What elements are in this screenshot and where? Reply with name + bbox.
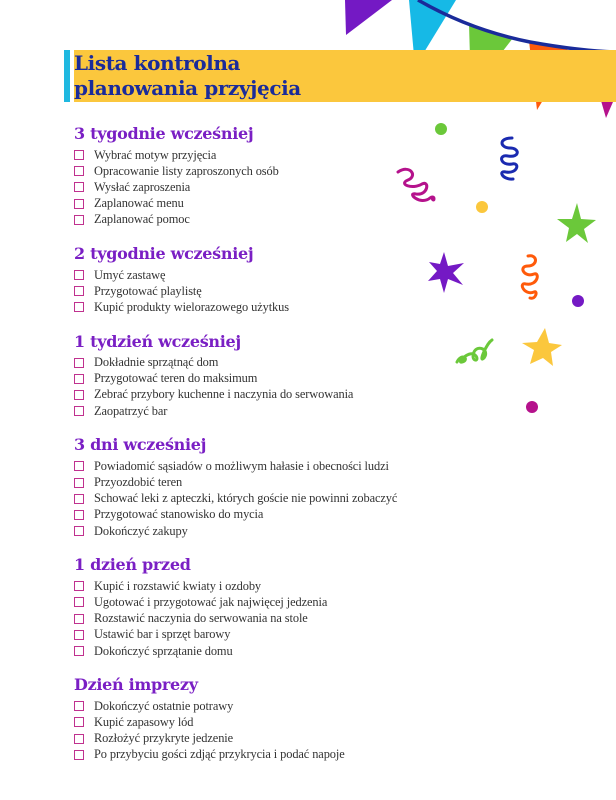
confetti-dot-magenta-icon (526, 401, 538, 413)
checkbox[interactable] (74, 701, 84, 711)
checklist-item-label: Zaplanować menu (94, 196, 184, 211)
checkbox[interactable] (74, 390, 84, 400)
checklist-item-label: Przygotować playlistę (94, 283, 202, 298)
checklist-item-label: Ustawić bar i sprzęt barowy (94, 627, 231, 642)
checkbox[interactable] (74, 199, 84, 209)
confetti-star-yellow-icon (522, 328, 562, 366)
checkbox[interactable] (74, 734, 84, 744)
checklist-item[interactable] (74, 299, 494, 315)
checklist-item-label: Ugotować i przygotować jak najwięcej jedzenia (94, 594, 328, 609)
checklist-section (74, 553, 494, 659)
checklist-item-label: Zaopatrzyć bar (94, 403, 168, 418)
checklist-item[interactable] (74, 643, 494, 659)
checklist-item-label: Dokładnie sprzątnąć dom (94, 355, 219, 370)
checklist-item-label: Wybrać motyw przyjęcia (94, 147, 217, 162)
checklist-item[interactable] (74, 179, 494, 195)
checklist-item-label: Rozstawić naczynia do serwowania na stole (94, 611, 308, 626)
checklist-item[interactable] (74, 371, 494, 387)
checklist-item[interactable] (74, 212, 494, 228)
checkbox[interactable] (74, 166, 84, 176)
flag-purple-icon (345, 0, 392, 35)
checklist-item[interactable] (74, 627, 494, 643)
checkbox[interactable] (74, 406, 84, 416)
checklist-item-label: Przygotować teren do maksimum (94, 371, 258, 386)
checklist-item[interactable] (74, 507, 494, 523)
checklist-item[interactable] (74, 731, 494, 747)
checkbox[interactable] (74, 646, 84, 656)
checklist-item-label: Opracowanie listy zaproszonych osób (94, 163, 279, 178)
title-accent-bar (64, 50, 70, 102)
checkbox[interactable] (74, 270, 84, 280)
page-title (74, 51, 301, 101)
checklist-item[interactable] (74, 578, 494, 594)
checkbox[interactable] (74, 750, 84, 760)
checklist-item[interactable] (74, 458, 494, 474)
checklist-item-label: Przyozdobić teren (94, 475, 183, 490)
checklist-item-label: Dokończyć ostatnie potrawy (94, 698, 234, 713)
checklist-item[interactable] (74, 474, 494, 490)
checkbox[interactable] (74, 374, 84, 384)
section-heading: 3 tygodnie wcześniej (74, 124, 254, 143)
checklist-item[interactable] (74, 163, 494, 179)
checklist-item-label: Zebrać przybory kuchenne i naczynia do serwowania (94, 387, 354, 402)
checklist-item[interactable] (74, 267, 494, 283)
checklist-item-label: Kupić zapasowy lód (94, 714, 194, 729)
checklist-item[interactable] (74, 283, 494, 299)
checklist-item-label: Schować leki z apteczki, których goście nie powinni zobaczyć (94, 491, 398, 506)
confetti-star-green-icon (557, 203, 596, 243)
checklist-section (74, 433, 494, 539)
section-heading: Dzień imprezy (74, 675, 198, 695)
checklist-item-label: Rozłożyć przykryte jedzenie (94, 731, 234, 746)
checklist-item[interactable] (74, 611, 494, 627)
checklist-item[interactable] (74, 523, 494, 539)
section-heading: 2 tygodnie wcześniej (74, 243, 254, 263)
checklist-section (74, 242, 494, 316)
checklist-item[interactable] (74, 147, 494, 163)
checklist-item-label: Dokończyć sprzątanie domu (94, 643, 233, 658)
title-line-2: planowania przyjęcia (74, 76, 301, 100)
checklist-item[interactable] (74, 491, 494, 507)
confetti-spiral-blue-icon (502, 138, 518, 179)
checkbox[interactable] (74, 182, 84, 192)
checkbox[interactable] (74, 215, 84, 225)
checkbox[interactable] (74, 526, 84, 536)
checklist-section (74, 122, 494, 228)
section-heading: 1 tydzień wcześniej (74, 331, 241, 351)
checklist-item[interactable] (74, 594, 494, 610)
checklist-item[interactable] (74, 747, 494, 763)
checkbox[interactable] (74, 150, 84, 160)
checkbox[interactable] (74, 478, 84, 488)
checklist (74, 122, 494, 777)
bunting-string-icon (418, 0, 616, 52)
checkbox[interactable] (74, 461, 84, 471)
section-heading: 1 dzień przed (74, 555, 191, 575)
confetti-spiral-orange-icon (522, 256, 537, 298)
checkbox[interactable] (74, 614, 84, 624)
checklist-item-label: Wysłać zaproszenia (94, 179, 191, 194)
title-line-1: Lista kontrolna (74, 51, 241, 75)
section-heading: 3 dni wcześniej (74, 435, 207, 455)
checklist-item-label: Kupić produkty wielorazowego użytkus (94, 299, 289, 314)
checklist-item-label: Dokończyć zakupy (94, 523, 188, 538)
checklist-item[interactable] (74, 387, 494, 403)
checkbox[interactable] (74, 510, 84, 520)
checkbox[interactable] (74, 494, 84, 504)
checkbox[interactable] (74, 597, 84, 607)
checklist-item-label: Powiadomić sąsiadów o możliwym hałasie i obecności ludzi (94, 458, 389, 473)
checklist-item[interactable] (74, 355, 494, 371)
checkbox[interactable] (74, 302, 84, 312)
confetti-dot-purple-icon (572, 295, 584, 307)
checkbox[interactable] (74, 581, 84, 591)
checkbox[interactable] (74, 286, 84, 296)
checklist-item[interactable] (74, 714, 494, 730)
checkbox[interactable] (74, 717, 84, 727)
checklist-section (74, 330, 494, 420)
checklist-item-label: Zaplanować pomoc (94, 212, 190, 227)
checkbox[interactable] (74, 630, 84, 640)
checklist-item-label: Po przybyciu gości zdjąć przykrycia i podać napoje (94, 747, 345, 762)
checklist-item[interactable] (74, 698, 494, 714)
checkbox[interactable] (74, 358, 84, 368)
checklist-section (74, 673, 494, 763)
checklist-item[interactable] (74, 196, 494, 212)
checklist-item[interactable] (74, 403, 494, 419)
checklist-item-label: Przygotować stanowisko do mycia (94, 507, 264, 522)
checklist-item-label: Kupić i rozstawić kwiaty i ozdoby (94, 578, 262, 593)
checklist-item-label: Umyć zastawę (94, 267, 166, 282)
